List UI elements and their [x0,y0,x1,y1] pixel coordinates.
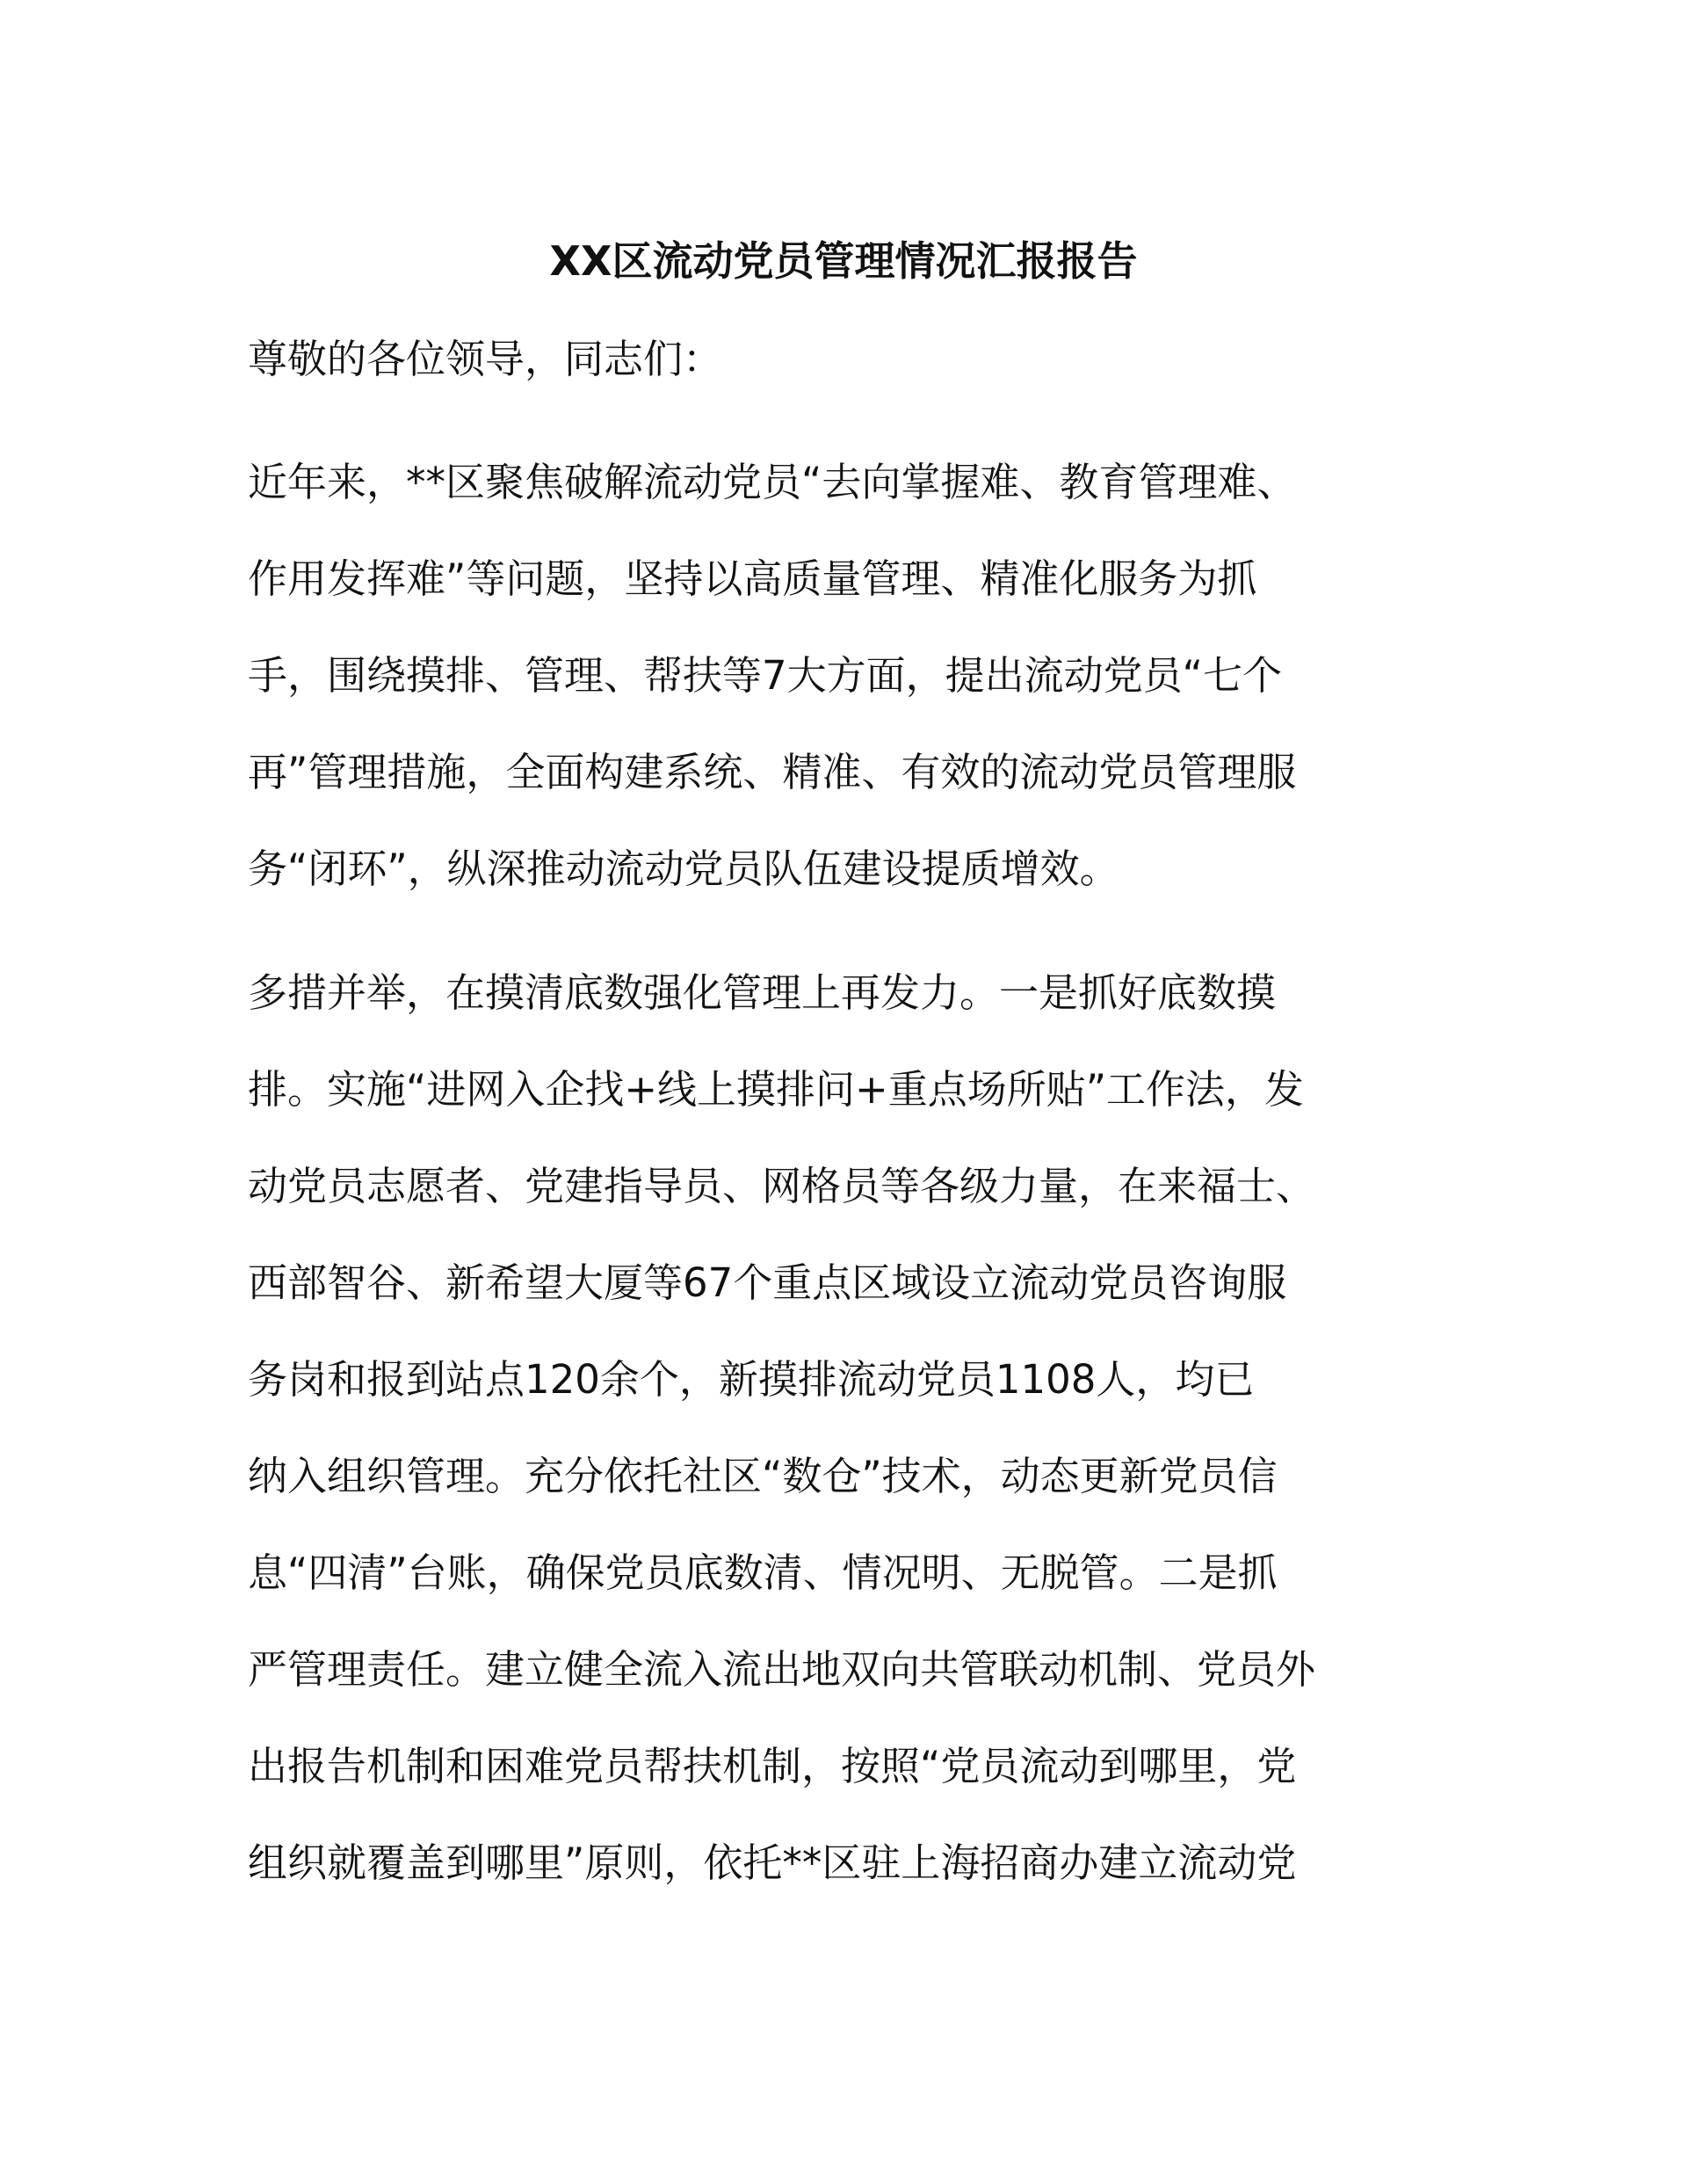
text-line: 排。实施“进网入企找+线上摸排问+重点场所贴”工作法，发 [248,1066,1305,1113]
text-line: 近年来，**区聚焦破解流动党员“去向掌握难、教育管理难、 [248,459,1297,505]
text-line: 动党员志愿者、党建指导员、网格员等各级力量，在来福士、 [248,1163,1316,1209]
text-line: 组织就覆盖到哪里”原则，依托**区驻上海招商办建立流动党 [248,1839,1297,1886]
salutation: 尊敬的各位领导，同志们： [248,336,723,382]
text-line: 务岗和报到站点120余个，新摸排流动党员1108人，均已 [248,1356,1255,1403]
text-line: 息“四清”台账，确保党员底数清、情况明、无脱管。二是抓 [248,1549,1278,1596]
text-line: 务“闭环”，纵深推动流动党员队伍建设提质增效。 [248,845,1119,892]
text-line: 纳入组织管理。充分依托社区“数仓”技术，动态更新党员信 [248,1453,1278,1499]
text-line: 多措并举，在摸清底数强化管理上再发力。一是抓好底数摸 [248,969,1277,1016]
text-line: 严管理责任。建立健全流入流出地双向共管联动机制、党员外 [248,1646,1316,1693]
text-line: 再”管理措施，全面构建系统、精准、有效的流动党员管理服 [248,749,1297,795]
text-line: 作用发挥难”等问题，坚持以高质量管理、精准化服务为抓 [248,555,1257,602]
text-line: 西部智谷、新希望大厦等67个重点区域设立流动党员咨询服 [248,1259,1287,1306]
text-line: 手，围绕摸排、管理、帮扶等7大方面，提出流动党员“七个 [248,652,1282,699]
document-title: XX区流动党员管理情况汇报报告 [549,237,1138,285]
text-line: 出报告机制和困难党员帮扶机制，按照“党员流动到哪里，党 [248,1743,1297,1789]
